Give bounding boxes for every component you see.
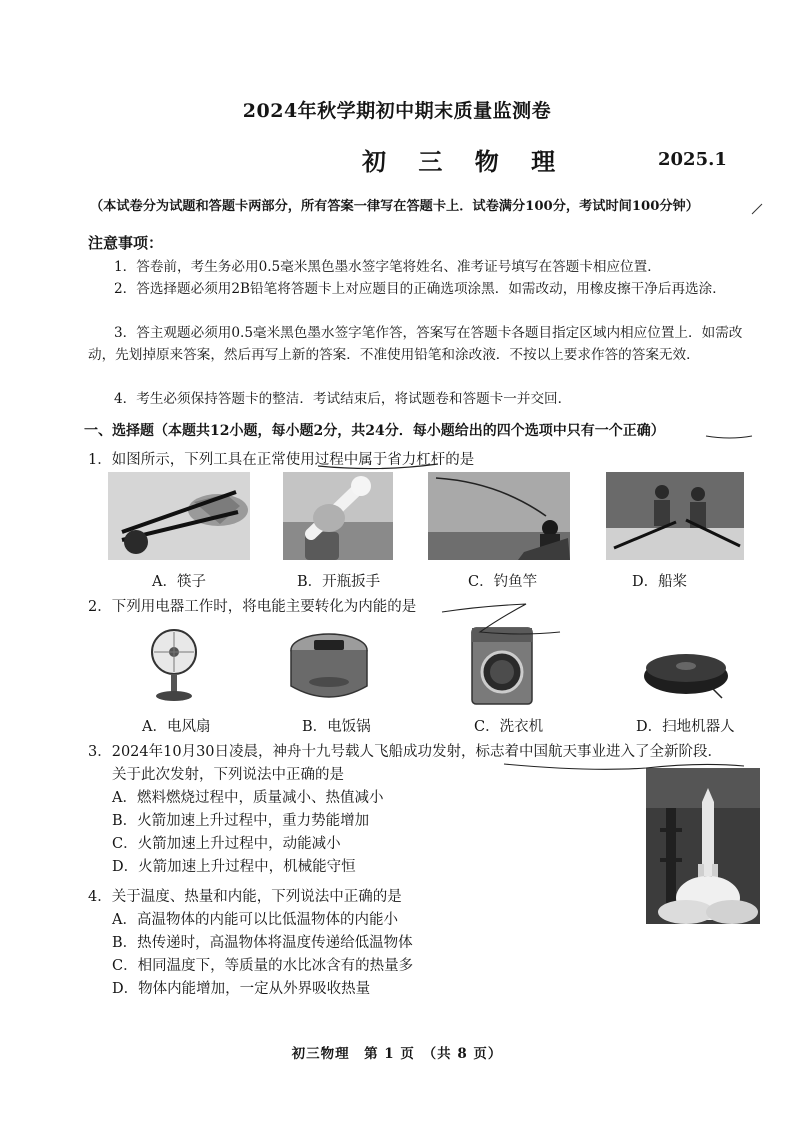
q4-option-b: B．热传递时，高温物体将温度传递给低温物体 — [112, 935, 413, 951]
robot-vacuum-image — [642, 644, 730, 700]
q4-option-a: A．高温物体的内能可以比低温物体的内能小 — [112, 912, 398, 928]
fishing-rod-photo — [428, 472, 570, 560]
q1-option-a: A．筷子 — [152, 574, 206, 590]
section-choice-heading: 一、选择题（本题共12小题，每小题2分，共24分．每小题给出的四个选项中只有一个正确） — [84, 423, 665, 439]
exam-intro: （本试卷分为试题和答题卡两部分，所有答案一律写在答题卡上．试卷满分100分，考试时间100分钟） — [90, 199, 699, 214]
q2-stem: 2．下列用电器工作时，将电能主要转化为内能的是 — [88, 599, 417, 615]
exam-title: 2024年秋学期初中期末质量监测卷 — [242, 100, 552, 122]
electric-fan-image — [142, 626, 206, 704]
q2-option-d: D．扫地机器人 — [636, 719, 735, 735]
subject-title: 初 三 物 理 — [362, 147, 568, 176]
q3-option-c: C．火箭加速上升过程中，动能减小 — [112, 836, 341, 852]
rocket-launch-photo — [646, 768, 760, 924]
q1-option-c: C．钓鱼竿 — [468, 574, 538, 590]
rice-cooker-image — [288, 630, 370, 706]
q3-option-d: D．火箭加速上升过程中，机械能守恒 — [112, 859, 356, 875]
q4-stem: 4．关于温度、热量和内能，下列说法中正确的是 — [88, 889, 402, 905]
q4-option-c: C．相同温度下，等质量的水比冰含有的热量多 — [112, 958, 414, 974]
q3-option-b: B．火箭加速上升过程中，重力势能增加 — [112, 813, 370, 829]
q1-option-d: D．船桨 — [632, 574, 688, 590]
q3-stem-line2: 关于此次发射，下列说法中正确的是 — [112, 767, 344, 783]
oar-photo — [606, 472, 744, 560]
q3-option-a: A．燃料燃烧过程中，质量减小、热值减小 — [112, 790, 384, 806]
notice-item-1: 1．答卷前，考生务必用0.5毫米黑色墨水签字笔将姓名、准考证号填写在答题卡相应位置． — [114, 259, 661, 275]
notice-item-2: 2．答选择题必须用2B铅笔将答题卡上对应题目的正确选项涂黑．如需改动，用橡皮擦干净后再选涂． — [114, 281, 726, 297]
bottle-opener-photo — [283, 472, 393, 560]
q2-option-b: B．电饭锅 — [302, 719, 371, 735]
notice-item-3: 3．答主观题必须用0.5毫米黑色墨水签字笔作答，答案写在答题卡各题目指定区域内相应位置上．如需改动，先划掉原来答案，然后再写上新的答案．不准使用铅笔和涂改液．不按以上要求作答的答案无效． — [88, 325, 743, 363]
q2-option-c: C．洗衣机 — [474, 719, 544, 735]
page-footer: 初三物理 第 1 页 （共 8 页） — [291, 1046, 503, 1062]
q2-option-a: A．电风扇 — [142, 719, 211, 735]
chopsticks-photo — [108, 472, 250, 560]
q1-stem: 1．如图所示，下列工具在正常使用过程中属于省力杠杆的是 — [88, 452, 475, 468]
washing-machine-image — [470, 626, 534, 706]
q1-option-b: B．开瓶扳手 — [297, 574, 381, 590]
q4-option-d: D．物体内能增加，一定从外界吸收热量 — [112, 981, 371, 997]
notice-item-4: 4．考生必须保持答题卡的整洁．考试结束后，将试题卷和答题卡一并交回． — [114, 391, 572, 407]
q3-stem-line1: 3．2024年10月30日凌晨，神舟十九号载人飞船成功发射，标志着中国航天事业进入了全新阶段． — [88, 744, 723, 760]
exam-date: 2025.1 — [658, 149, 727, 170]
notice-heading: 注意事项： — [88, 234, 164, 252]
